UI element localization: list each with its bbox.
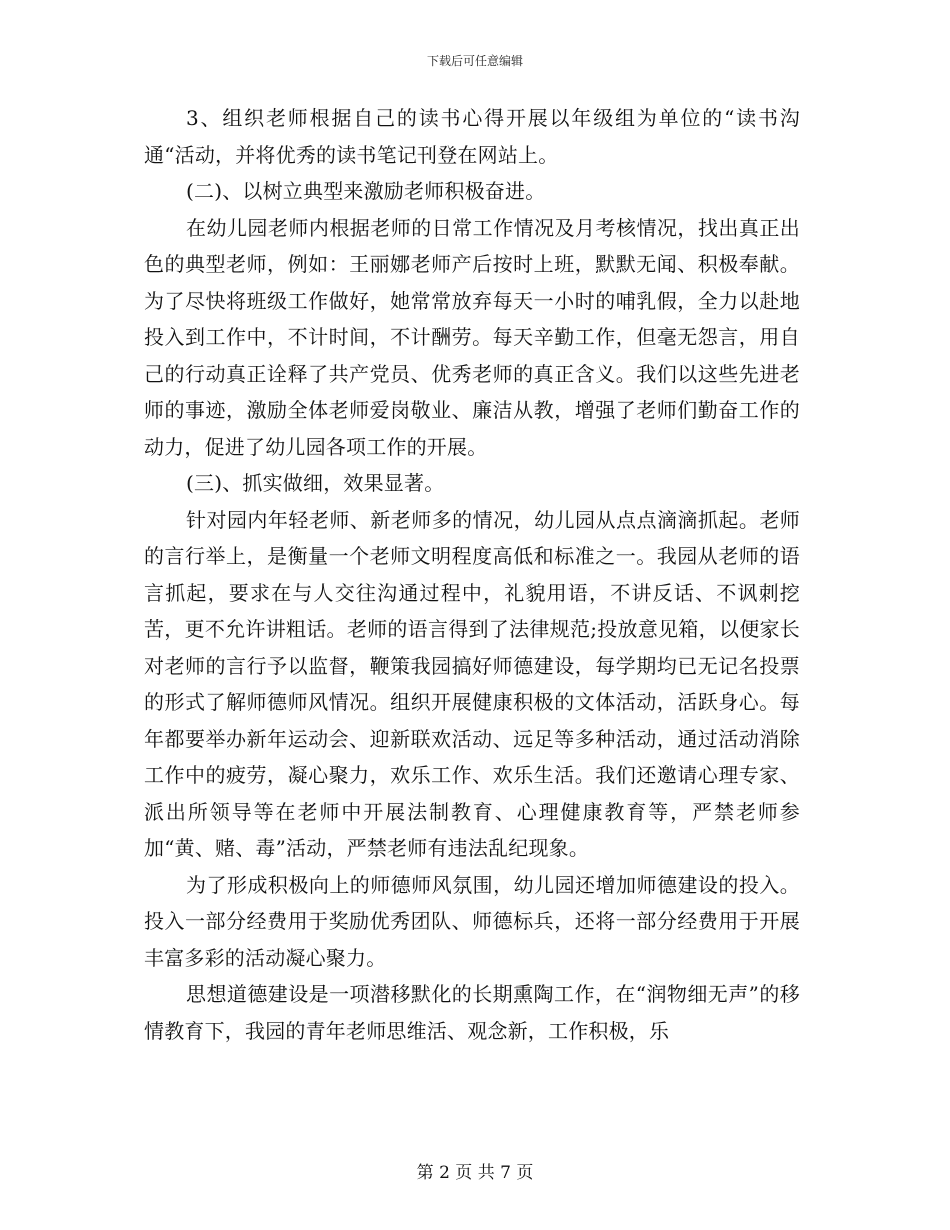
section-heading-3: (三)、抓实做细，效果显著。	[186, 471, 445, 495]
paragraph-moral-building: 思想道德建设是一项潜移默化的长期熏陶工作，在“润物细无声”的移情教育下，我园的青年老师思维活、观念新，工作积极，乐	[144, 982, 800, 1043]
section-heading-2: (二)、以树立典型来激励老师积极奋进。	[186, 179, 546, 203]
page-header: 下载后可任意编辑	[426, 54, 523, 68]
document-body	[144, 100, 800, 1049]
paragraph-investment: 为了形成积极向上的师德师风氛围，幼儿园还增加师德建设的投入。投入一部分经费用于奖励优秀团队、师德标兵，还将一部分经费用于开展丰富多彩的活动凝心聚力。	[144, 872, 800, 970]
paragraph-reading-exchange: 3、组织老师根据自己的读书心得开展以年级组为单位的“读书沟通“活动，并将优秀的读书笔记刊登在网站上。	[144, 106, 800, 167]
paragraph-details: 针对园内年轻老师、新老师多的情况，幼儿园从点点滴滴抓起。老师的言行举上，是衡量一个老师文明程度高低和标准之一。我园从老师的语言抓起，要求在与人交往沟通过程中，礼貌用语，不讲反话、不讽刺挖苦，更不允许讲粗话。老师的语言得到了法律规范;投放意见箱，以便家长对老师的言行予以监督，鞭策我园搞好师德建设，每学期均已无记名投票的形式了解师德师风情况。组织开展健康积极的文体活动，活跃身心。每年都要举办新年运动会、迎新联欢活动、远足等多种活动，通过活动消除工作中的疲劳，凝心聚力，欢乐工作、欢乐生活。我们还邀请心理专家、派出所领导等在老师中开展法制教育、心理健康教育等，严禁老师参加“黄、赌、毒”活动，严禁老师有违法乱纪现象。	[144, 507, 800, 860]
page-number-footer: 第 2 页 共 7 页	[416, 1163, 534, 1183]
paragraph-model-teacher: 在幼儿园老师内根据老师的日常工作情况及月考核情况，找出真正出色的典型老师，例如：王丽娜老师产后按时上班，默默无闻、积极奉献。为了尽快将班级工作做好，她常常放弃每天一小时的哺乳假，全力以赴地投入到工作中，不计时间，不计酬劳。每天辛勤工作，但毫无怨言，用自己的行动真正诠释了共产党员、优秀老师的真正含义。我们以这些先进老师的事迹，激励全体老师爱岗敬业、廉洁从教，增强了老师们勤奋工作的动力，促进了幼儿园各项工作的开展。	[144, 215, 800, 459]
